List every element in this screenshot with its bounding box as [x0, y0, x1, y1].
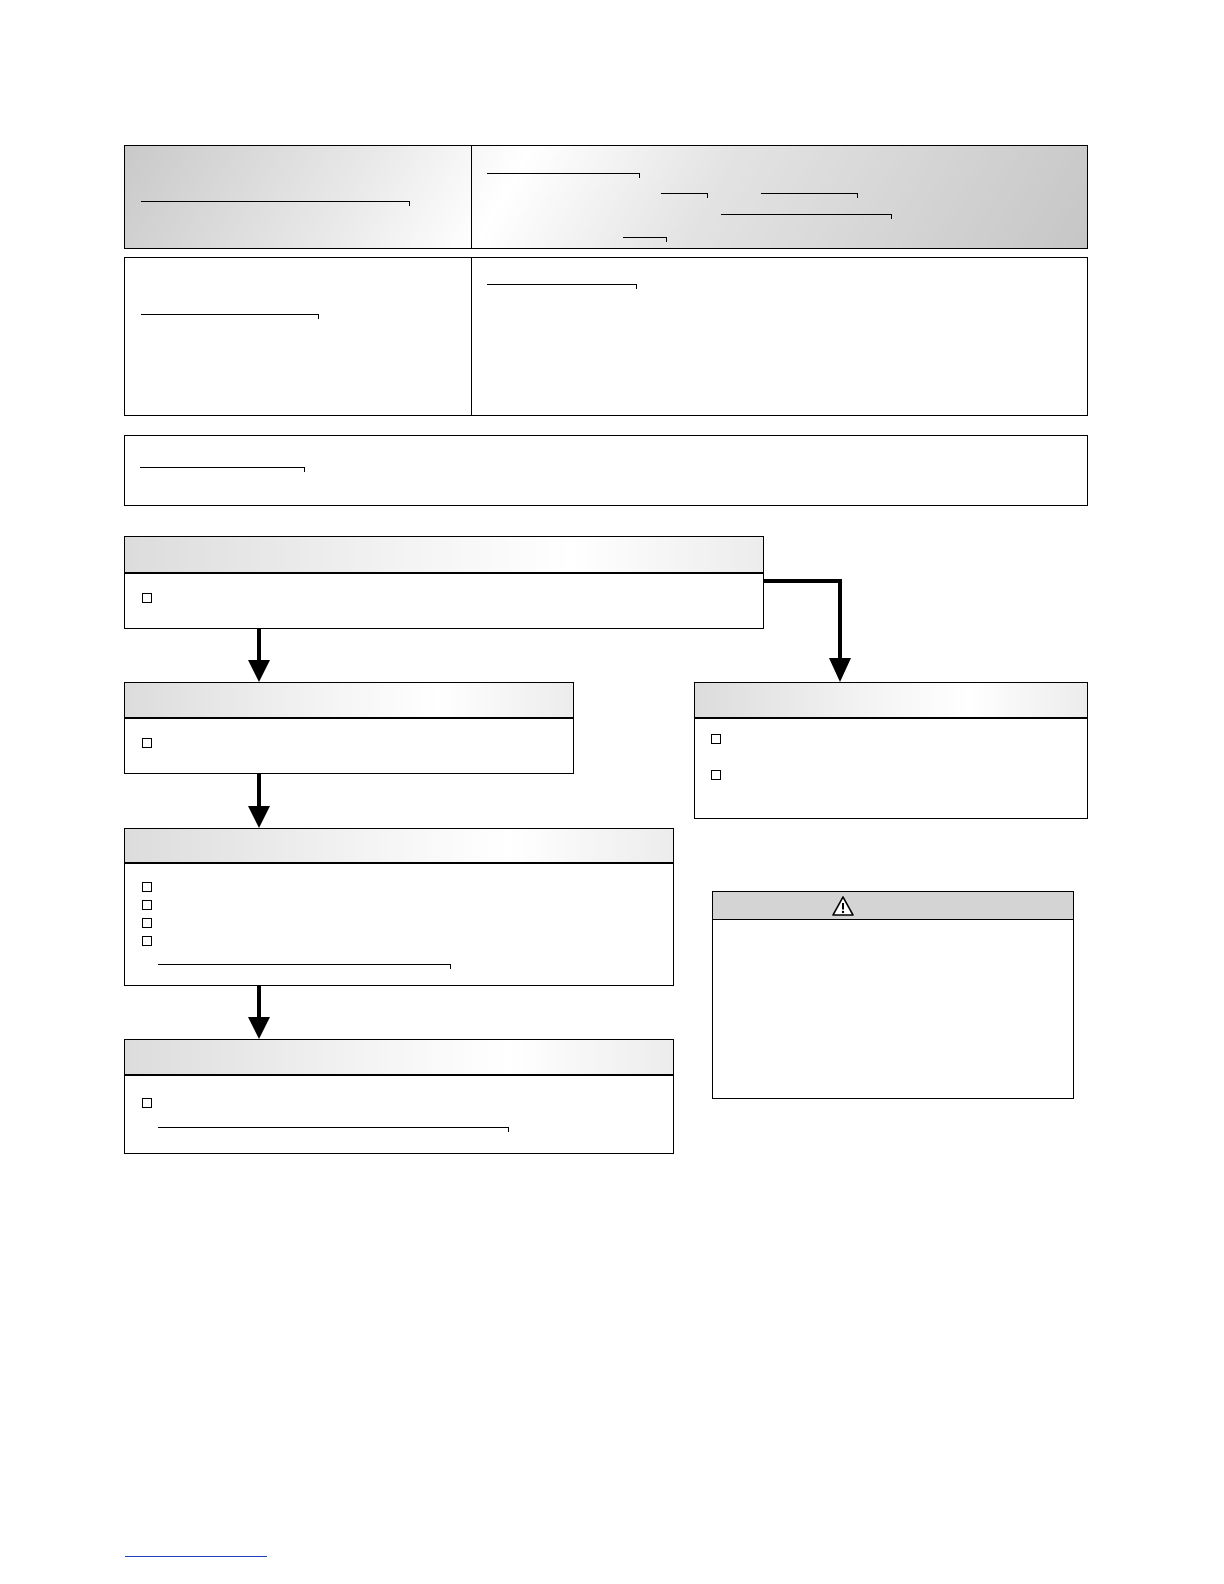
footer-link[interactable] — [125, 1556, 267, 1557]
arrow-step1-to-step2 — [248, 629, 270, 682]
arrow-step2-to-step3 — [248, 774, 270, 828]
arrow-step3-to-step4 — [248, 986, 270, 1039]
arrow-step1-to-alt — [764, 581, 851, 682]
